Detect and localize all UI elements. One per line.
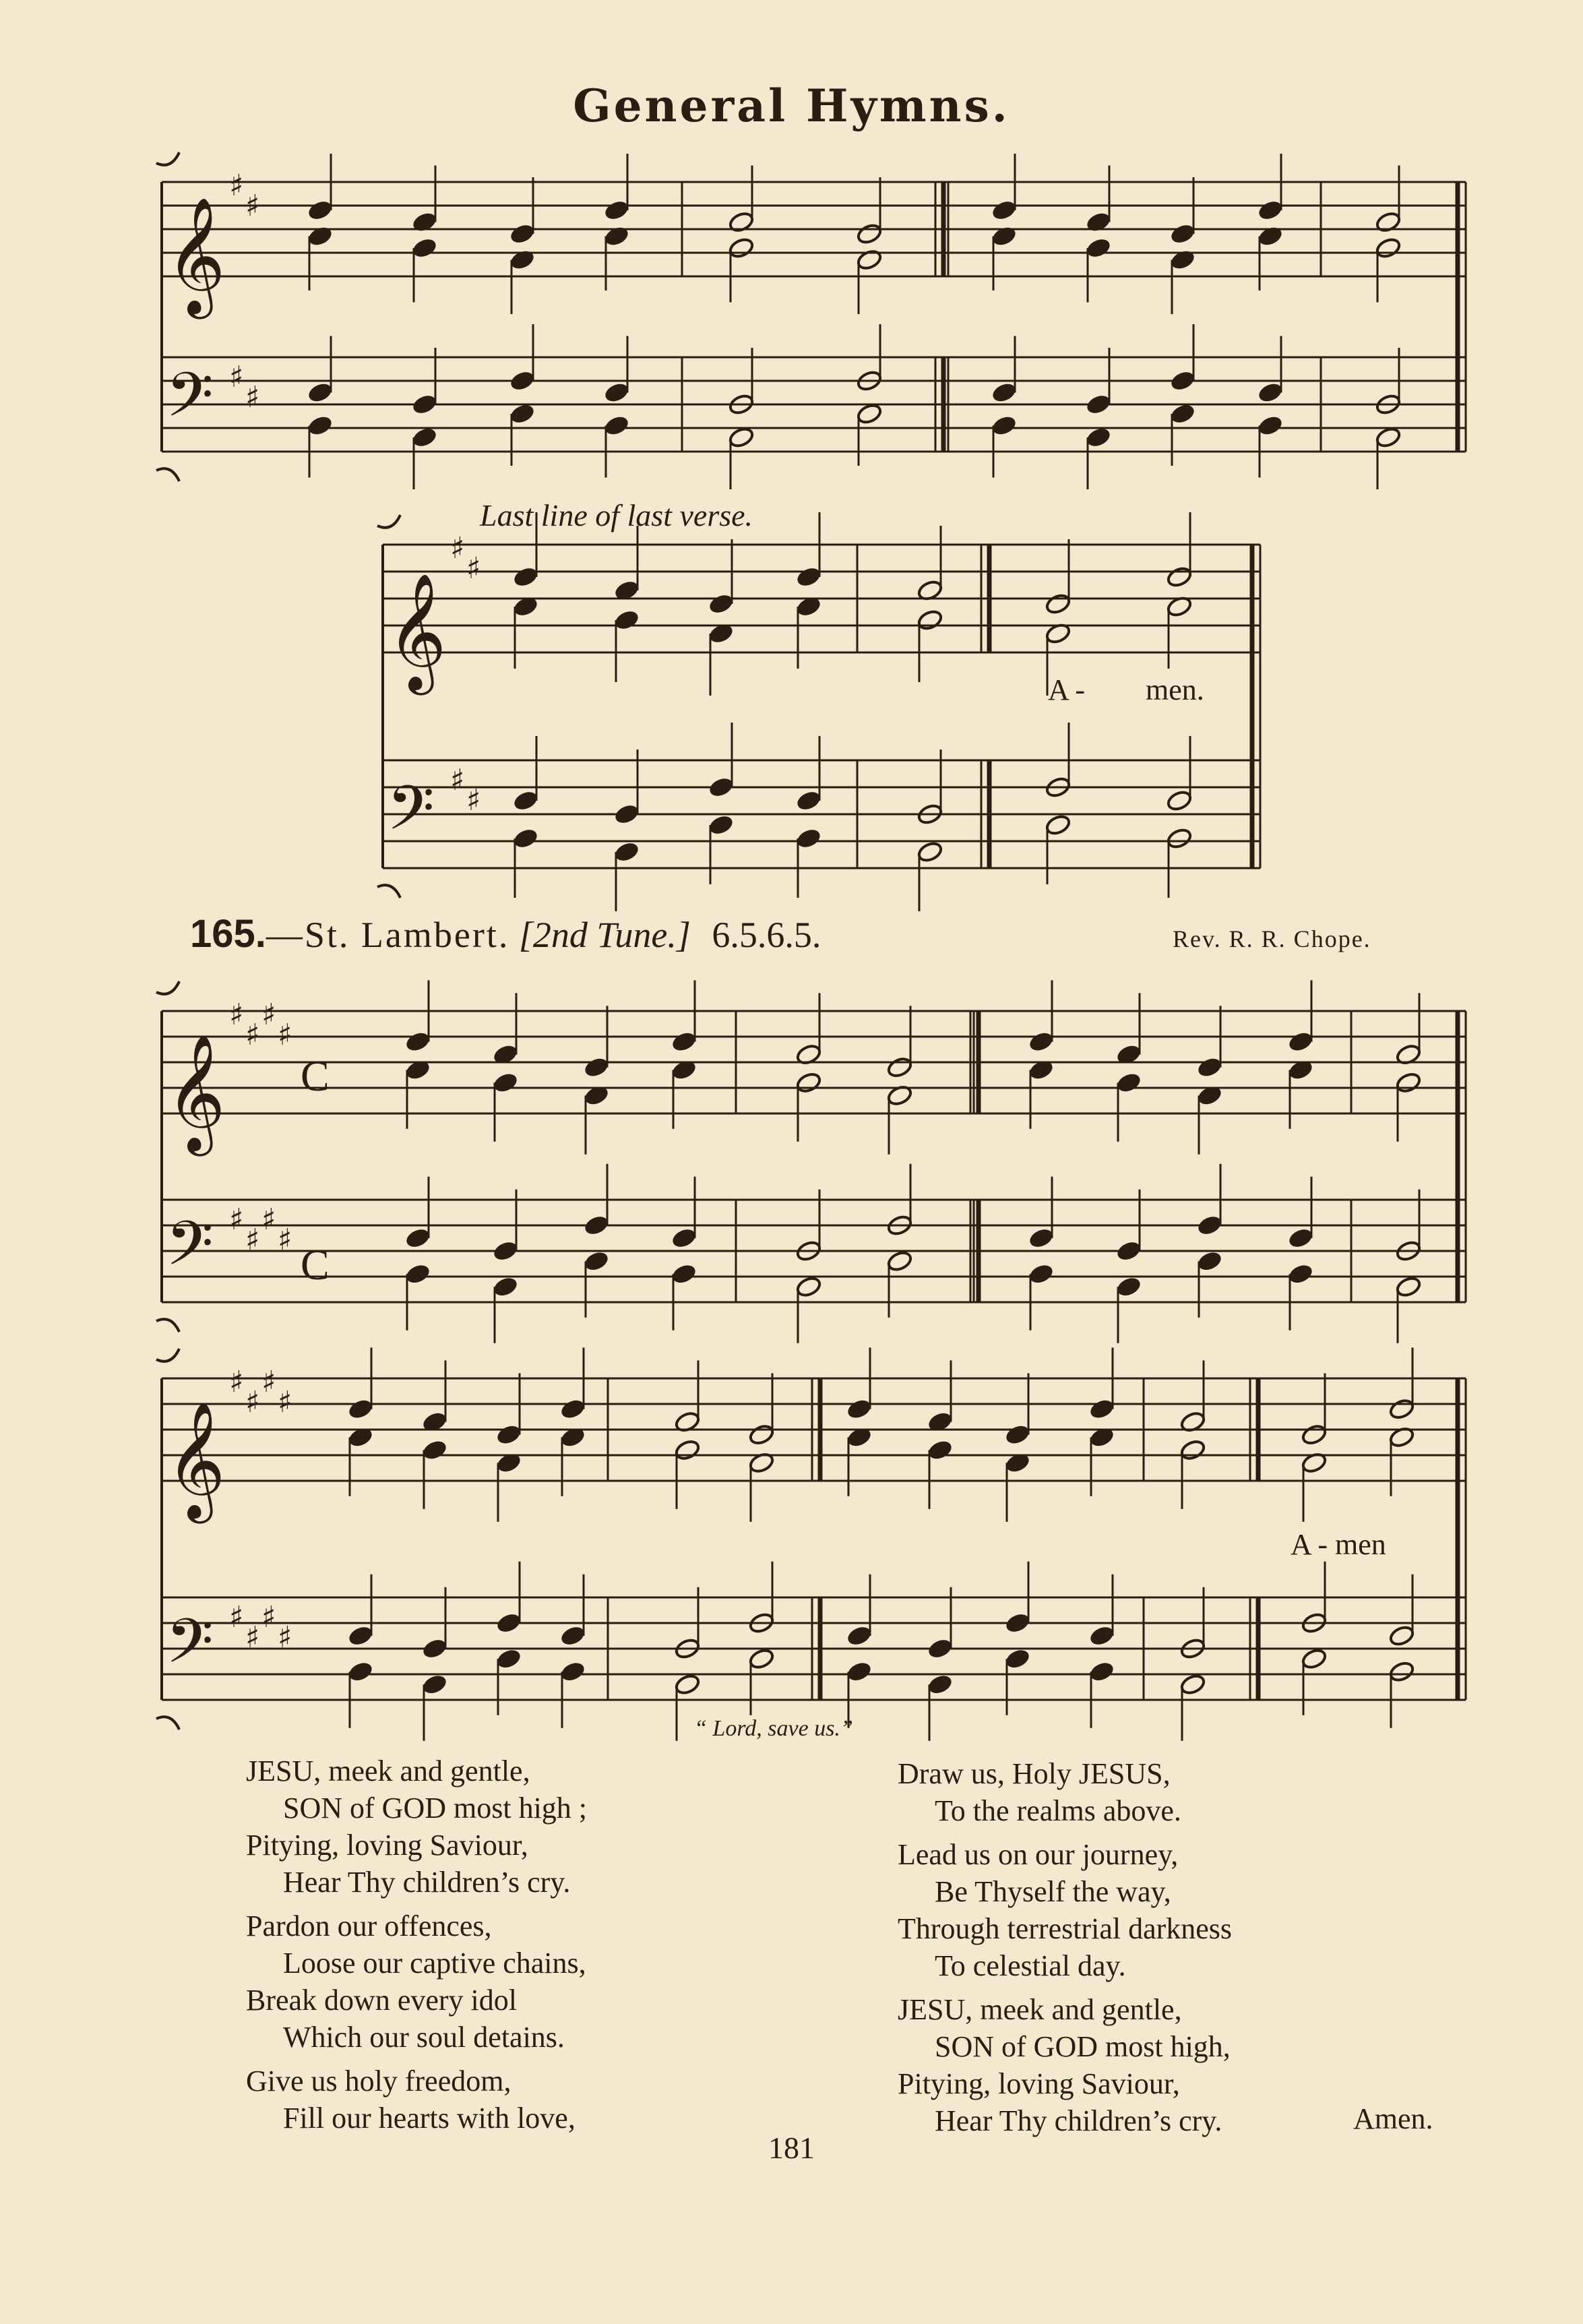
verse-line: Through terrestrial darkness — [898, 1912, 1233, 1945]
brace-bottom — [156, 1717, 179, 1730]
sharp-sign: ♯ — [229, 1202, 244, 1237]
final-amen: Amen. — [1353, 2102, 1433, 2135]
author: Rev. R. R. Chope. — [1173, 925, 1371, 952]
notehead — [671, 1030, 697, 1053]
notehead — [991, 224, 1018, 247]
notehead — [674, 1438, 701, 1461]
notehead — [509, 248, 536, 271]
sharp-sign: ♯ — [229, 998, 244, 1032]
notehead — [583, 1250, 610, 1273]
notehead — [613, 609, 640, 632]
bass-clef: 𝄢 — [166, 359, 214, 446]
sharp-sign: ♯ — [261, 1202, 276, 1237]
notehead — [404, 1227, 431, 1250]
stanza-right-2 — [898, 1836, 1232, 1984]
hymn-number: 165. — [190, 912, 266, 956]
notehead — [421, 1673, 448, 1696]
sharp-sign: ♯ — [278, 1385, 292, 1419]
notehead — [1169, 402, 1196, 425]
notehead — [1088, 1660, 1115, 1683]
notehead — [671, 1262, 697, 1285]
notehead — [583, 1056, 610, 1078]
notehead — [917, 609, 943, 632]
verse-line: Lead us on our journey, — [898, 1838, 1179, 1871]
verse-line: To the realms above. — [935, 1794, 1181, 1827]
notehead — [492, 1275, 519, 1298]
verse-line: Pitying, loving Saviour, — [246, 1829, 528, 1862]
notehead — [404, 1262, 431, 1285]
notehead — [559, 1624, 586, 1647]
notehead — [347, 1624, 374, 1647]
notehead — [748, 1647, 775, 1670]
notehead — [1287, 1227, 1314, 1250]
notehead — [927, 1637, 954, 1660]
notehead — [512, 565, 539, 588]
notehead — [1257, 224, 1284, 247]
notehead — [1028, 1030, 1055, 1053]
verse-line: SON of GOD most high ; — [283, 1792, 588, 1825]
verses-left — [246, 1752, 587, 2143]
verse-line: Give us holy freedom, — [246, 2065, 511, 2098]
notehead — [347, 1397, 374, 1420]
notehead — [411, 426, 438, 449]
verse-line: Which our soul detains. — [283, 2021, 565, 2054]
notehead — [603, 414, 630, 437]
brace-bottom — [156, 1319, 179, 1332]
time-signature: C — [301, 1241, 330, 1289]
stanza-left-3 — [246, 2062, 587, 2137]
sharp-sign: ♯ — [466, 551, 481, 586]
notehead — [583, 1214, 610, 1237]
verse-line: Pitying, loving Saviour, — [898, 2067, 1180, 2100]
verse-line: Hear Thy children’s cry. — [283, 1866, 571, 1899]
hymn-heading — [190, 911, 821, 956]
notehead — [512, 789, 539, 812]
sharp-sign: ♯ — [245, 380, 260, 415]
sharp-sign: ♯ — [229, 1365, 244, 1399]
treble-clef: 𝄞 — [387, 573, 447, 690]
notehead — [917, 840, 943, 863]
notehead — [795, 789, 822, 812]
notehead — [559, 1397, 586, 1420]
brace-bottom — [156, 468, 179, 481]
sharp-sign: ♯ — [261, 1600, 276, 1634]
notehead — [347, 1660, 374, 1683]
notehead — [1388, 1660, 1415, 1683]
notehead — [1375, 426, 1402, 449]
notehead — [411, 237, 438, 259]
notehead — [708, 592, 735, 615]
notehead — [1196, 1056, 1223, 1078]
notehead — [1166, 827, 1193, 850]
notehead — [404, 1030, 431, 1053]
verse-line: Loose our captive chains, — [283, 1947, 586, 1980]
sharp-sign: ♯ — [229, 169, 244, 203]
notehead — [856, 402, 883, 425]
notehead — [1287, 1262, 1314, 1285]
sharp-sign: ♯ — [245, 1620, 260, 1655]
notehead — [1257, 199, 1284, 222]
notehead — [1257, 381, 1284, 404]
notehead — [1169, 369, 1196, 392]
notehead — [1169, 222, 1196, 245]
notehead — [846, 1397, 873, 1420]
notehead — [1388, 1397, 1415, 1420]
notehead — [991, 381, 1018, 404]
sharp-sign: ♯ — [229, 1600, 244, 1634]
verse-line: Hear Thy children’s cry. — [935, 2104, 1222, 2137]
sharp-sign: ♯ — [278, 1018, 292, 1052]
verse-line: Fill our hearts with love, — [283, 2102, 576, 2135]
tune-note: [2nd Tune.] — [518, 915, 691, 955]
notehead — [613, 840, 640, 863]
notehead — [856, 248, 883, 271]
notehead — [1375, 237, 1402, 259]
verse-line: SON of GOD most high, — [935, 2030, 1231, 2063]
notehead — [1257, 414, 1284, 437]
hymn-subtitle: “ Lord, save us.” — [694, 1716, 853, 1741]
notehead — [307, 199, 334, 222]
notehead — [1085, 210, 1112, 233]
notehead — [1045, 592, 1072, 615]
tune-name: —St. Lambert. — [266, 915, 510, 955]
notehead — [1287, 1030, 1314, 1053]
treble-clef: 𝄞 — [166, 1401, 226, 1519]
notehead — [728, 426, 755, 449]
brace-top — [156, 981, 179, 994]
notehead — [492, 1071, 519, 1094]
notehead — [603, 381, 630, 404]
notehead — [671, 1227, 697, 1250]
notehead — [795, 827, 822, 850]
notehead — [674, 1673, 701, 1696]
verse-line: JESU, meek and gentle, — [898, 1993, 1182, 2026]
stanza-right-1 — [898, 1755, 1232, 1829]
notehead — [492, 1240, 519, 1262]
notehead — [1115, 1240, 1142, 1262]
page-number: 181 — [768, 2131, 815, 2165]
notehead — [1045, 814, 1072, 836]
sharp-sign: ♯ — [245, 1018, 260, 1052]
notehead — [795, 565, 822, 588]
running-head: General Hymns. — [573, 80, 1010, 132]
notehead — [1028, 1227, 1055, 1250]
bass-clef: 𝄢 — [166, 1606, 214, 1692]
amen-lyric-1b: men. — [1146, 673, 1204, 706]
verse-line: Pardon our offences, — [246, 1909, 492, 1943]
notehead — [603, 224, 630, 247]
sharp-sign: ♯ — [278, 1620, 292, 1655]
brace-top — [377, 515, 400, 528]
sharp-sign: ♯ — [229, 360, 244, 394]
amen-lyric-1a: A - — [1048, 673, 1085, 706]
notehead — [1196, 1250, 1223, 1273]
verse-line: Draw us, Holy JESUS, — [898, 1757, 1171, 1790]
notehead — [1088, 1624, 1115, 1647]
notehead — [559, 1660, 586, 1683]
sharp-sign: ♯ — [245, 189, 260, 223]
stanza-left-1 — [246, 1752, 587, 1901]
notehead — [708, 776, 735, 799]
notehead — [495, 1647, 522, 1670]
notehead — [886, 1250, 913, 1273]
notehead — [1115, 1275, 1142, 1298]
notehead — [421, 1637, 448, 1660]
notehead — [421, 1438, 448, 1461]
notehead — [1388, 1624, 1415, 1647]
notehead — [1004, 1647, 1031, 1670]
notehead — [603, 199, 630, 222]
bass-clef: 𝄢 — [166, 1208, 214, 1294]
notehead — [411, 393, 438, 416]
verse-line: Be Thyself the way, — [935, 1875, 1171, 1908]
stanza-left-2 — [246, 1907, 587, 2056]
notehead — [728, 237, 755, 259]
notehead — [1375, 210, 1402, 233]
notehead — [856, 222, 883, 245]
sharp-sign: ♯ — [261, 998, 276, 1032]
notehead — [509, 402, 536, 425]
notehead — [748, 1423, 775, 1446]
notehead — [1301, 1423, 1328, 1446]
notehead — [1115, 1071, 1142, 1094]
notehead — [307, 224, 334, 247]
brace-top — [156, 1349, 179, 1362]
verse-line: JESU, meek and gentle, — [246, 1754, 530, 1787]
last-line-caption: Last line of last verse. — [480, 498, 753, 532]
notehead — [1166, 565, 1193, 588]
sharp-sign: ♯ — [450, 531, 465, 565]
notehead — [1028, 1262, 1055, 1285]
treble-clef: 𝄞 — [166, 197, 226, 314]
bass-clef: 𝄢 — [387, 772, 435, 859]
notehead — [509, 369, 536, 392]
notehead — [1088, 1397, 1115, 1420]
sharp-sign: ♯ — [245, 1223, 260, 1257]
verses-right — [898, 1755, 1232, 2146]
notehead — [1196, 1214, 1223, 1237]
notehead — [1169, 248, 1196, 271]
notehead — [728, 210, 755, 233]
notehead — [1179, 1438, 1206, 1461]
sharp-sign: ♯ — [261, 1365, 276, 1399]
verse-line: To celestial day. — [935, 1949, 1126, 1982]
notehead — [495, 1612, 522, 1634]
notehead — [1166, 789, 1193, 812]
notehead — [613, 803, 640, 826]
notehead — [1395, 1071, 1422, 1094]
brace-bottom — [377, 885, 400, 898]
notehead — [927, 1673, 954, 1696]
verse-line: Break down every idol — [246, 1984, 517, 2017]
notehead — [1085, 426, 1112, 449]
time-signature: C — [301, 1052, 330, 1100]
notehead — [846, 1660, 873, 1683]
notehead — [795, 1275, 822, 1298]
sharp-sign: ♯ — [466, 783, 481, 818]
sharp-sign: ♯ — [245, 1385, 260, 1419]
brace-top — [156, 152, 179, 165]
notehead — [1301, 1647, 1328, 1670]
sharp-sign: ♯ — [278, 1223, 292, 1257]
notehead — [1004, 1423, 1031, 1446]
notehead — [307, 414, 334, 437]
sharp-sign: ♯ — [450, 763, 465, 797]
notehead — [509, 222, 536, 245]
notehead — [1179, 1673, 1206, 1696]
notehead — [495, 1423, 522, 1446]
notehead — [708, 814, 735, 836]
notehead — [886, 1056, 913, 1078]
notehead — [307, 381, 334, 404]
notehead — [1004, 1612, 1031, 1634]
notehead — [795, 1071, 822, 1094]
notehead — [1085, 393, 1112, 416]
notehead — [991, 414, 1018, 437]
notehead — [846, 1624, 873, 1647]
notehead — [411, 210, 438, 233]
notehead — [512, 827, 539, 850]
amen-lyric-2: A - men — [1291, 1528, 1386, 1561]
stanza-right-3 — [898, 1991, 1232, 2139]
notehead — [1395, 1275, 1422, 1298]
notehead — [927, 1438, 954, 1461]
meter: 6.5.6.5. — [712, 915, 821, 955]
treble-clef: 𝄞 — [166, 1034, 226, 1151]
notehead — [1085, 237, 1112, 259]
notehead — [991, 199, 1018, 222]
